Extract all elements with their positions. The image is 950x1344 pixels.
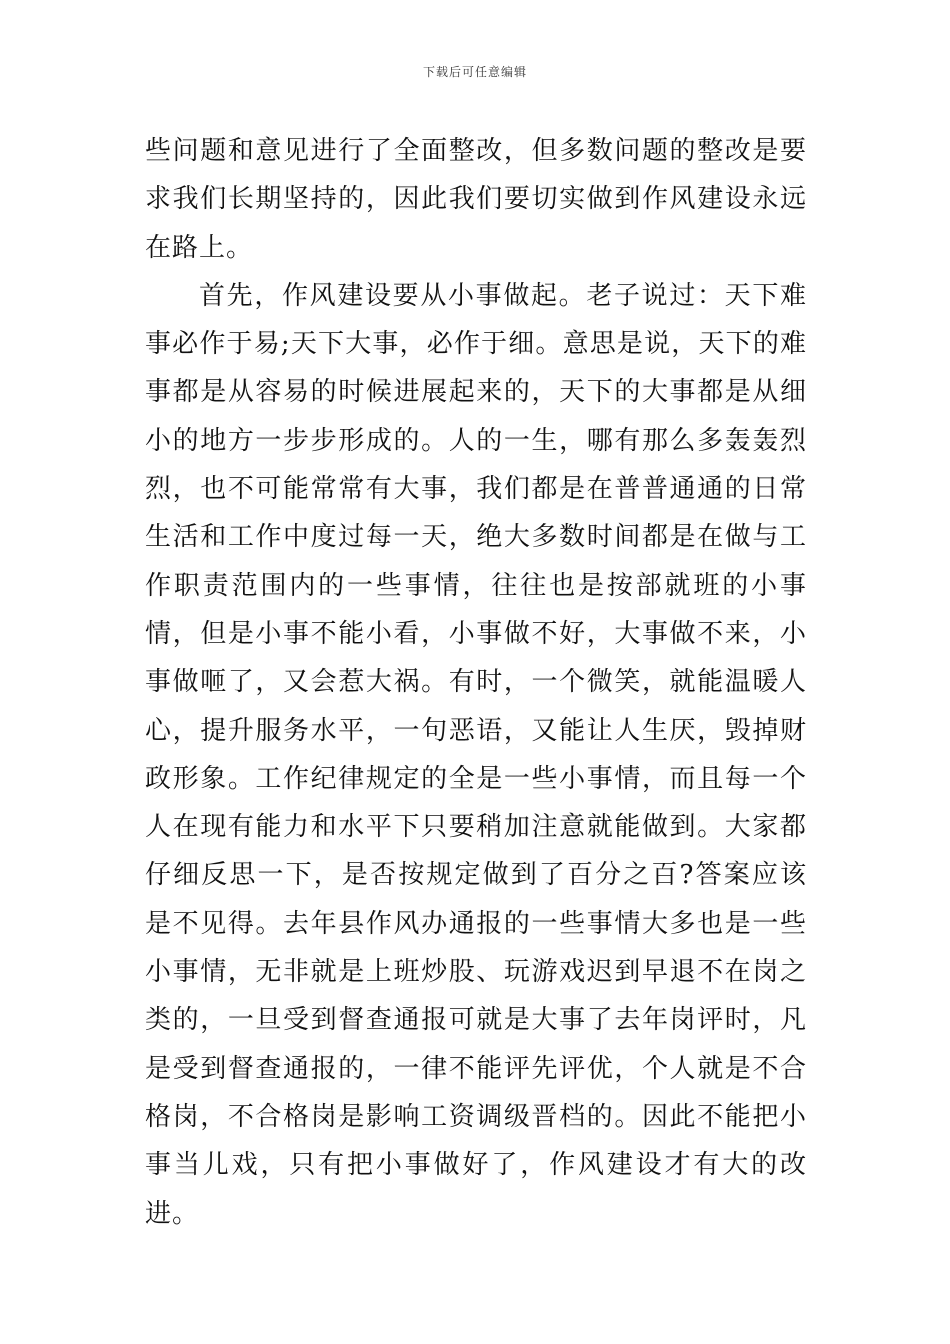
paragraph-continuation: 些问题和意见进行了全面整改，但多数问题的整改是要求我们长期坚持的，因此我们要切实做到作风建设永远在路上。 [145, 136, 807, 263]
page-header: 下载后可任意编辑 [422, 65, 527, 79]
paragraph-style-construction: 首先，作风建设要从小事做起。老子说过：天下难事必作于易;天下大事，必作于细。意思是说，天下的难事都是从容易的时候进展起来的，天下的大事都是从细小的地方一步步形成的。人的一生，哪有那么多轰轰烈烈，也不可能常常有大事，我们都是在普普通通的日常生活和工作中度过每一天，绝大多数时间都是在做与工作职责范围内的一些事情，往往也是按部就班的小事情，但是小事不能小看，小事做不好，大事做不来，小事做咂了，又会惹大祸。有时，一个微笑，就能温暖人心，提升服务水平，一句恶语，又能让人生厌，毁掉财政形象。工作纪律规定的全是一些小事情，而且每一个人在现有能力和水平下只要稍加注意就能做到。大家都仔细反思一下，是否按规定做到了百分之百?答案应该是不见得。去年县作风办通报的一些事情大多也是一些小事情，无非就是上班炒股、玩游戏迟到早退不在岗之类的，一旦受到督查通报可就是大事了去年岗评时，凡是受到督查通报的，一律不能评先评优，个人就是不合格岗，不合格岗是影响工资调级晋档的。因此不能把小事当儿戏，只有把小事做好了，作风建设才有大的改进。 [145, 280, 807, 1229]
document-body [145, 127, 807, 1238]
